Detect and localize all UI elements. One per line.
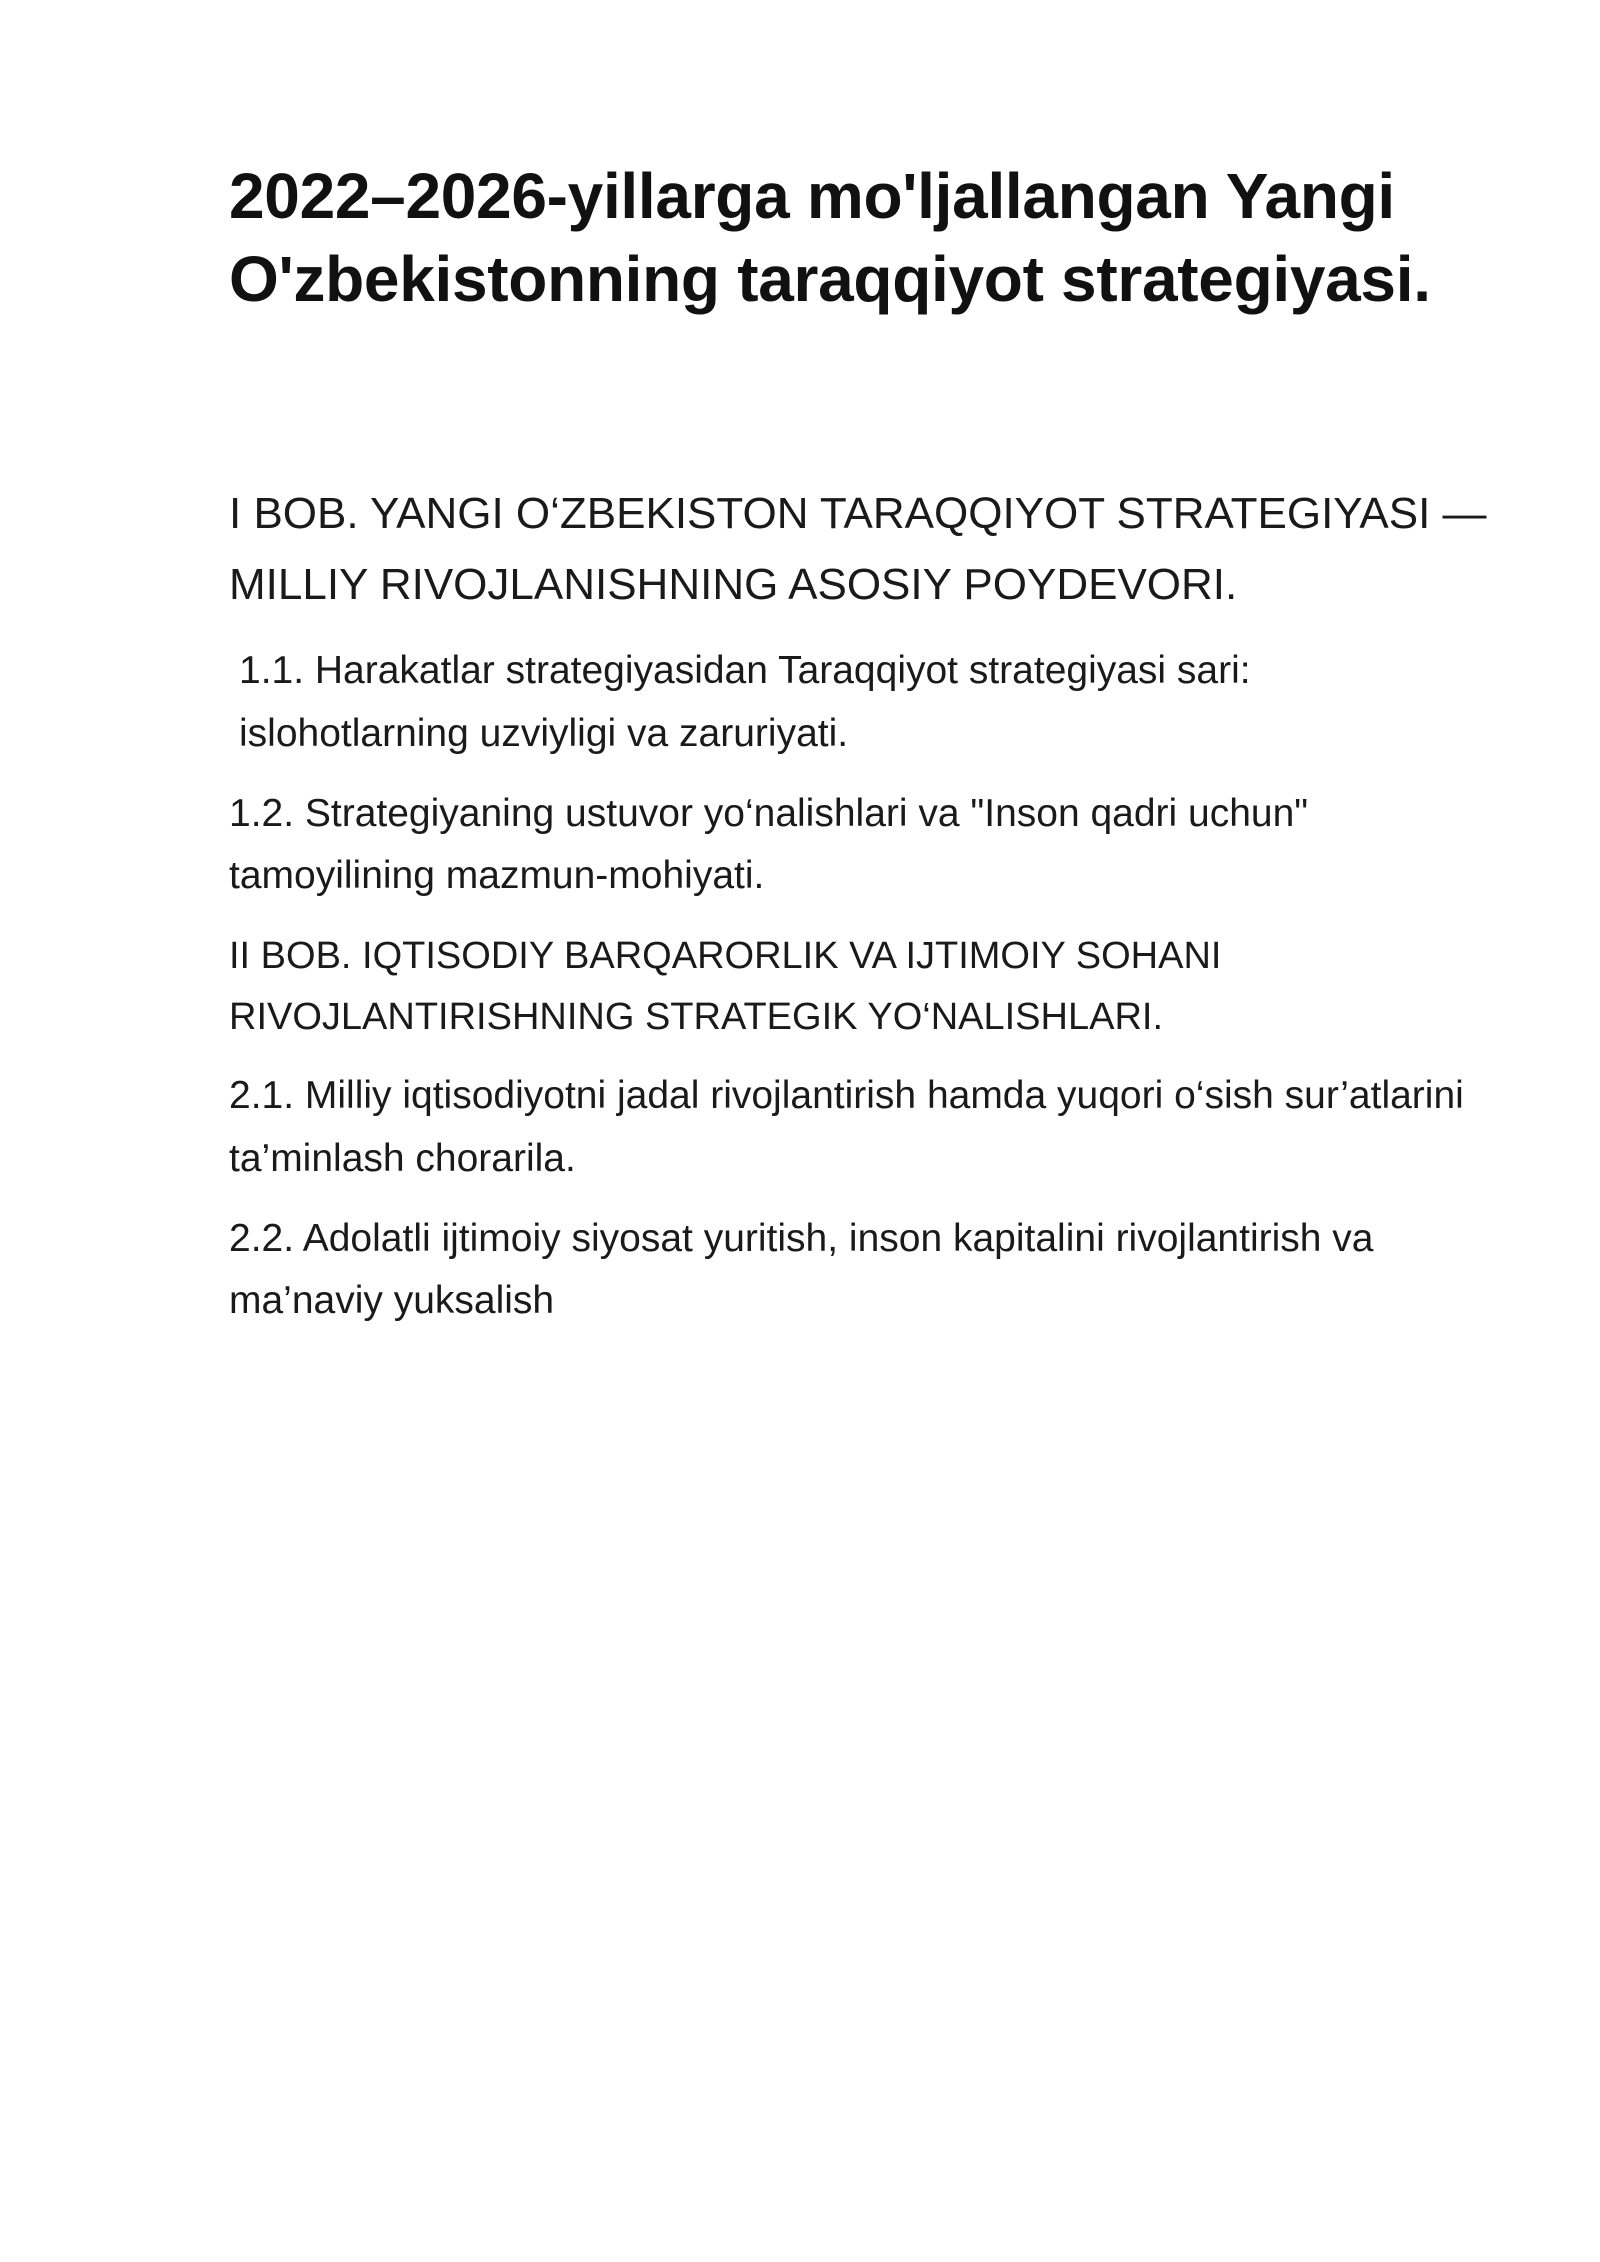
- section-2-2: 2.2. Adolatli ijtimoiy siyosat yuritish, inson kapitalini rivojlantirish va ma’naviy yuksalish: [229, 1217, 1374, 1323]
- section-1-1: 1.1. Harakatlar strategiyasidan Taraqqiyot strategiyasi sari: islohotlarning uzviyligi va zaruriyati.: [239, 649, 1251, 755]
- document-body: [229, 155, 1489, 1333]
- document-title: 2022–2026-yillarga mo'ljallangan Yangi O'zbekistonning taraqqiyot strategiyasi.: [229, 160, 1431, 316]
- section-2-1: 2.1. Milliy iqtisodiyotni jadal rivojlantirish hamda yuqori o‘sish sur’atlarini ta’minlash chorarila.: [229, 1074, 1464, 1180]
- chapter-1-heading: I BOB. YANGI O‘ZBEKISTON TARAQQIYOT STRATEGIYASI — MILLIY RIVOJLANISHNING ASOSIY POYDEVORI.: [229, 489, 1487, 609]
- section-1-2: 1.2. Strategiyaning ustuvor yo‘nalishlari va "Inson qadri uchun" tamoyilining mazmun-mohiyati.: [229, 791, 1309, 898]
- chapter-2-heading: II BOB. IQTISODIY BARQARORLIK VA IJTIMOIY SOHANI RIVOJLANTIRISHNING STRATEGIK YO‘NALISHLARI.: [229, 934, 1222, 1038]
